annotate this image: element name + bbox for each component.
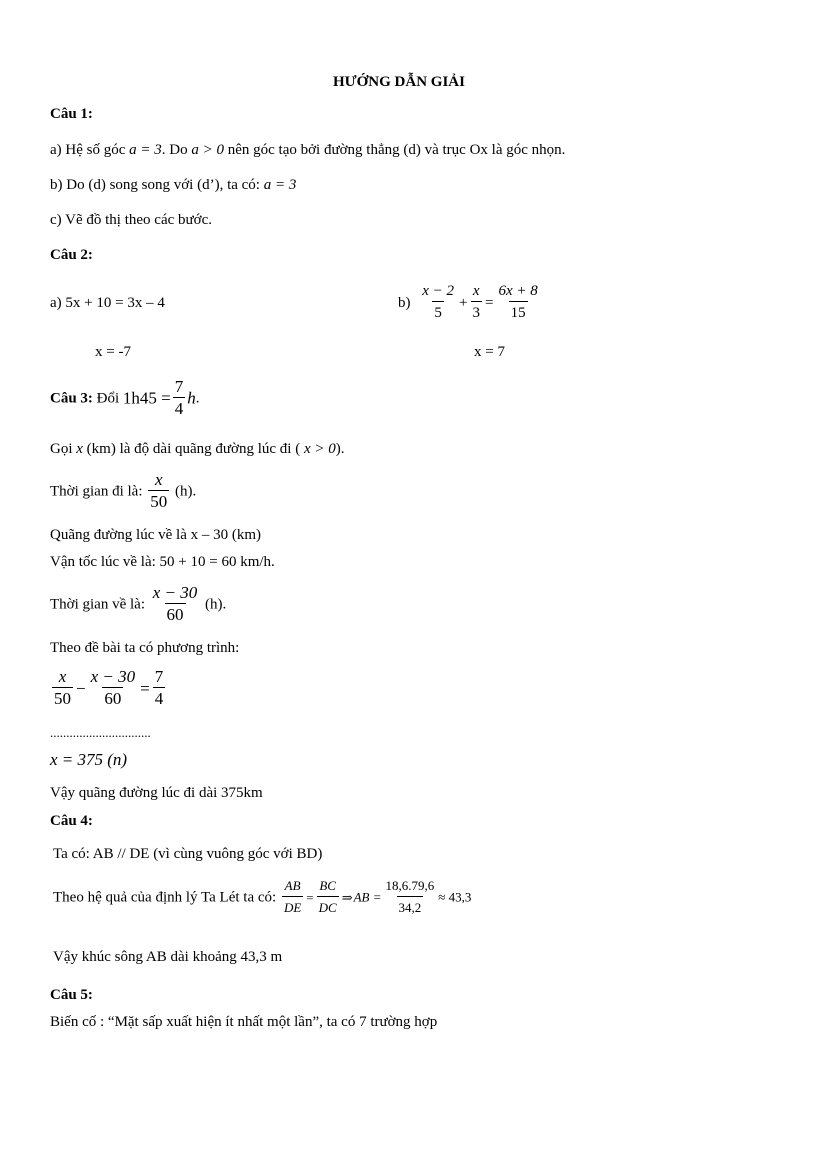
q3-time-go-unit: (h). <box>171 483 197 500</box>
q4-fraction-3 <box>384 876 437 919</box>
q3-time-back-unit: (h). <box>201 596 227 613</box>
equals-sign: = <box>306 889 314 905</box>
denominator: 60 <box>166 605 184 624</box>
q1-a-math-1: a = 3 <box>129 142 162 158</box>
q2-b-label: b) <box>398 294 411 311</box>
q3-time-back-text: Thời gian về là: <box>50 596 149 613</box>
q3-let-text-2: (km) là độ dài quãng đường lúc đi ( <box>82 441 304 457</box>
numerator: x − 30 <box>152 583 198 602</box>
plus-sign: + <box>459 294 468 311</box>
q3-eq-fraction-2 <box>89 667 138 710</box>
numerator: 18,6.79,6 <box>385 878 435 893</box>
minus-sign: − <box>76 678 86 698</box>
q3-eq-fraction-1 <box>52 667 73 710</box>
q3-let-cond: x > 0 <box>303 441 336 457</box>
q1-part-a <box>50 141 565 159</box>
numerator: BC <box>319 878 336 893</box>
q2-b-fraction-3 <box>496 281 539 324</box>
q3-time-back <box>50 583 226 626</box>
denominator: 4 <box>174 399 184 418</box>
q3-convert-fraction <box>173 377 186 420</box>
q1-heading: Câu 1: <box>50 106 93 122</box>
q3-convert-lhs: 1h45 = <box>122 388 171 408</box>
q2-part-b-solution: x = 7 <box>474 344 505 360</box>
q1-a-text-2: . Do <box>161 142 192 158</box>
q1-part-b <box>50 176 296 194</box>
q3-conclusion: Vậy quãng đường lúc đi dài 375km <box>50 785 263 801</box>
q2-part-a-solution: x = -7 <box>95 344 131 360</box>
numerator: x − 30 <box>90 667 136 686</box>
q2-heading: Câu 2: <box>50 247 93 263</box>
q3-time-go <box>50 470 196 513</box>
numerator: 6x + 8 <box>498 283 538 299</box>
q4-fraction-2 <box>317 876 339 919</box>
equals-sign: = <box>485 294 494 311</box>
q3-heading: Câu 3: <box>50 390 93 407</box>
q3-time-go-text: Thời gian đi là: <box>50 483 147 500</box>
page-title: HƯỚNG DẪN GIẢI <box>333 74 465 90</box>
q2-part-a-equation: a) 5x + 10 = 3x – 4 <box>50 295 165 311</box>
q2-part-b-equation <box>398 281 542 324</box>
q1-part-c: c) Vẽ đồ thị theo các bước. <box>50 212 212 228</box>
q1-b-math: a = 3 <box>263 177 297 193</box>
equals-sign: = <box>140 678 150 698</box>
q1-a-text-3: nên góc tạo bởi đường thẳng (d) và trục Ox là góc nhọn. <box>223 142 566 158</box>
numerator: 7 <box>154 667 164 686</box>
denominator: 15 <box>509 301 528 324</box>
q2-b-fraction-1 <box>420 281 456 324</box>
q4-approx: ≈ 43,3 <box>438 889 472 905</box>
q1-a-math-2: a > 0 <box>191 142 224 158</box>
denominator: DE <box>282 896 303 919</box>
q3-eq-fraction-3 <box>153 667 166 710</box>
q3-convert-end: . <box>195 390 200 407</box>
q3-let-text-1: Gọi <box>50 441 77 457</box>
numerator: x <box>154 470 163 489</box>
q3-time-go-fraction <box>148 470 169 513</box>
denominator: 50 <box>150 492 168 511</box>
q3-speed-back: Vận tốc lúc về là: 50 + 10 = 60 km/h. <box>50 554 275 570</box>
q3-distance-back: Quãng đường lúc về là x – 30 (km) <box>50 527 262 543</box>
q3-solution <box>50 751 127 769</box>
q4-conclusion: Vậy khúc sông AB dài khoảng 43,3 m <box>53 949 283 965</box>
q3-convert-line <box>50 377 200 420</box>
q3-let-variable <box>50 440 344 458</box>
q4-thales-text: Theo hệ quả của định lý Ta Lét ta có: <box>53 889 280 906</box>
q3-solution-text: x = 375 (n) <box>50 750 128 769</box>
q5-heading: Câu 5: <box>50 987 93 1003</box>
q3-equation-intro: Theo đề bài ta có phương trình: <box>50 640 240 656</box>
q3-let-var: x <box>76 441 83 457</box>
denominator: 60 <box>104 689 122 708</box>
numerator: 7 <box>174 377 184 396</box>
q5-event: Biến cố : “Mặt sấp xuất hiện ít nhất một lần”, ta có 7 trường hợp <box>50 1014 438 1030</box>
q2-b-fraction-2 <box>471 281 483 324</box>
denominator: DC <box>317 896 339 919</box>
q4-heading: Câu 4: <box>50 813 93 829</box>
numerator: x <box>58 667 67 686</box>
numerator: AB <box>284 878 301 893</box>
q1-b-text: b) Do (d) song song với (d’), ta có: <box>50 177 264 193</box>
numerator: x − 2 <box>422 283 455 299</box>
q3-convert-text: Đổi <box>92 390 123 407</box>
denominator: 34,2 <box>397 896 424 919</box>
q4-parallel: Ta có: AB // DE (vì cùng vuông góc với BD) <box>53 846 323 862</box>
denominator: 3 <box>471 301 483 324</box>
q1-a-text-1: a) Hệ số góc <box>50 142 130 158</box>
q3-equation <box>50 667 167 710</box>
denominator: 5 <box>432 301 444 324</box>
numerator: x <box>472 283 480 299</box>
q4-thales <box>53 876 471 919</box>
denominator: 4 <box>154 689 164 708</box>
q3-convert-unit: h <box>187 388 196 408</box>
q4-ab-lhs: AB = <box>353 889 382 905</box>
q4-fraction-1 <box>282 876 303 919</box>
q3-dots: ............................... <box>50 725 151 740</box>
q3-let-text-3: ). <box>335 441 345 457</box>
implies-sign: ⇒ <box>341 889 353 905</box>
denominator: 50 <box>54 689 71 708</box>
q3-time-back-fraction <box>151 583 200 626</box>
